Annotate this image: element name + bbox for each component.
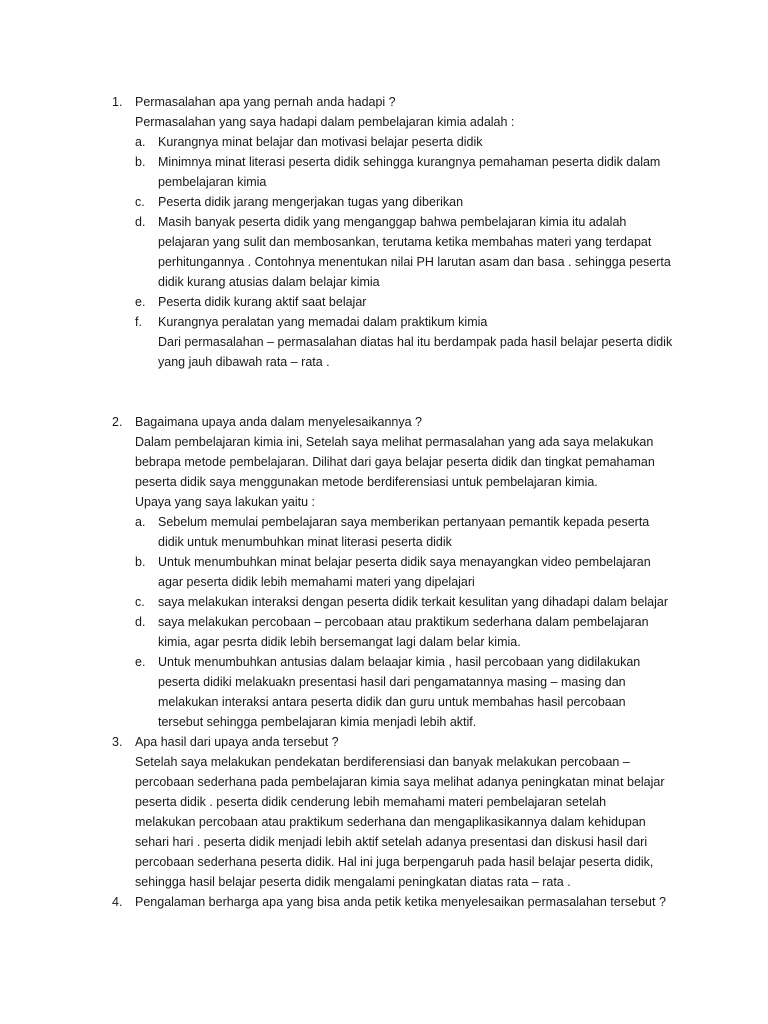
- q1-item-text: didik kurang atusias dalam belajar kimia: [158, 275, 380, 289]
- q4-question: Pengalaman berharga apa yang bisa anda petik ketika menyelesaikan permasalahan tersebut ?: [135, 895, 666, 909]
- q3-paragraph-line: Setelah saya melakukan pendekatan berdiferensiasi dan banyak melakukan percobaan –: [135, 755, 630, 769]
- q2-paragraph-line: peserta didik saya menggunakan metode berdiferensiasi untuk pembelajaran kimia.: [135, 475, 598, 489]
- q3-question: Apa hasil dari upaya anda tersebut ?: [135, 735, 339, 749]
- q4-number: 4.: [112, 895, 123, 909]
- q3-paragraph-line: sehingga hasil belajar peserta didik mengalami peningkatan diatas rata – rata .: [135, 875, 571, 889]
- q1-item-letter: e.: [135, 295, 146, 309]
- q2-item-text: melakukan interaksi antara peserta didik dan guru untuk membahas hasil percobaan: [158, 695, 626, 709]
- q2-item-text: saya melakukan interaksi dengan peserta didik terkait kesulitan yang dihadapi dalam belajar: [158, 595, 669, 609]
- q2-item-text: saya melakukan percobaan – percobaan atau praktikum sederhana dalam pembelajaran: [158, 615, 649, 629]
- q2-item-text: tersebut sehingga pembelajaran kimia menjadi lebih aktif.: [158, 715, 477, 729]
- q3-paragraph-line: percobaan sederhana peserta didik. Hal ini juga berpengaruh pada hasil belajar peserta didik,: [135, 855, 654, 869]
- q1-item-text: Kurangnya peralatan yang memadai dalam praktikum kimia: [158, 315, 488, 329]
- q1-item-text: Kurangnya minat belajar dan motivasi belajar peserta didik: [158, 135, 483, 149]
- q2-paragraph-line: Upaya yang saya lakukan yaitu :: [135, 495, 315, 509]
- q3-number: 3.: [112, 735, 123, 749]
- q1-question: Permasalahan apa yang pernah anda hadapi ?: [135, 95, 396, 109]
- q2-item-letter: b.: [135, 555, 146, 569]
- q1-item-text: pelajaran yang sulit dan membosankan, terutama ketika membahas materi yang terdapat: [158, 235, 652, 249]
- q3-paragraph-line: peserta didik . peserta didik cenderung lebih memahami materi pembelajaran setelah: [135, 795, 607, 809]
- q3-paragraph-line: percobaan sederhana pada pembelajaran kimia saya melihat adanya peningkatan minat belajar: [135, 775, 665, 789]
- q2-number: 2.: [112, 415, 123, 429]
- q2-item-letter: e.: [135, 655, 146, 669]
- q2-paragraph-line: bebrapa metode pembelajaran. Dilihat dari gaya belajar peserta didik dan tingkat pemahaman: [135, 455, 655, 469]
- q2-item-text: Untuk menumbuhkan antusias dalam belaajar kimia , hasil percobaan yang didilakukan: [158, 655, 641, 669]
- q1-item-letter: d.: [135, 215, 146, 229]
- q1-item-letter: c.: [135, 195, 145, 209]
- q1-item-text: perhitungannya . Contohnya menentukan nilai PH larutan asam dan basa . sehingga peserta: [158, 255, 671, 269]
- q1-number: 1.: [112, 95, 123, 109]
- q2-item-text: peserta didiki melakuakn presentasi hasil dari pengamatannya masing – masing dan: [158, 675, 626, 689]
- q2-question: Bagaimana upaya anda dalam menyelesaikannya ?: [135, 415, 422, 429]
- q2-item-text: didik untuk menumbuhkan minat literasi peserta didik: [158, 535, 452, 549]
- q3-paragraph-line: melakukan percobaan atau praktikum sederhana dan mengaplikasikannya dalam kehidupan: [135, 815, 646, 829]
- q2-paragraph-line: Dalam pembelajaran kimia ini, Setelah saya melihat permasalahan yang ada saya melakukan: [135, 435, 654, 449]
- q1-item-text: Peserta didik jarang mengerjakan tugas yang diberikan: [158, 195, 464, 209]
- q3-paragraph-line: sehari hari . peserta didik menjadi lebih aktif setelah adanya presentasi dan diskusi hasil dari: [135, 835, 648, 849]
- q1-item-text: Dari permasalahan – permasalahan diatas hal itu berdampak pada hasil belajar peserta didik: [158, 335, 673, 349]
- q2-item-text: agar peserta didik lebih memahami materi yang dipelajari: [158, 575, 475, 589]
- q1-item-letter: a.: [135, 135, 146, 149]
- q2-item-text: Untuk menumbuhkan minat belajar peserta didik saya menayangkan video pembelajaran: [158, 555, 651, 569]
- q1-item-text: Peserta didik kurang aktif saat belajar: [158, 295, 367, 309]
- q1-item-letter: f.: [135, 315, 142, 329]
- q2-item-letter: d.: [135, 615, 146, 629]
- q2-item-text: Sebelum memulai pembelajaran saya memberikan pertanyaan pemantik kepada peserta: [158, 515, 650, 529]
- q1-item-text: yang jauh dibawah rata – rata .: [158, 355, 330, 369]
- q1-item-letter: b.: [135, 155, 146, 169]
- q1-item-text: pembelajaran kimia: [158, 175, 267, 189]
- q2-item-letter: a.: [135, 515, 146, 529]
- q1-intro: Permasalahan yang saya hadapi dalam pembelajaran kimia adalah :: [135, 115, 515, 129]
- q2-item-text: kimia, agar pesrta didik lebih bersemangat lagi dalam belar kimia.: [158, 635, 521, 649]
- q1-item-text: Minimnya minat literasi peserta didik sehingga kurangnya pemahaman peserta didik dalam: [158, 155, 661, 169]
- q1-item-text: Masih banyak peserta didik yang menganggap bahwa pembelajaran kimia itu adalah: [158, 215, 627, 229]
- q2-item-letter: c.: [135, 595, 145, 609]
